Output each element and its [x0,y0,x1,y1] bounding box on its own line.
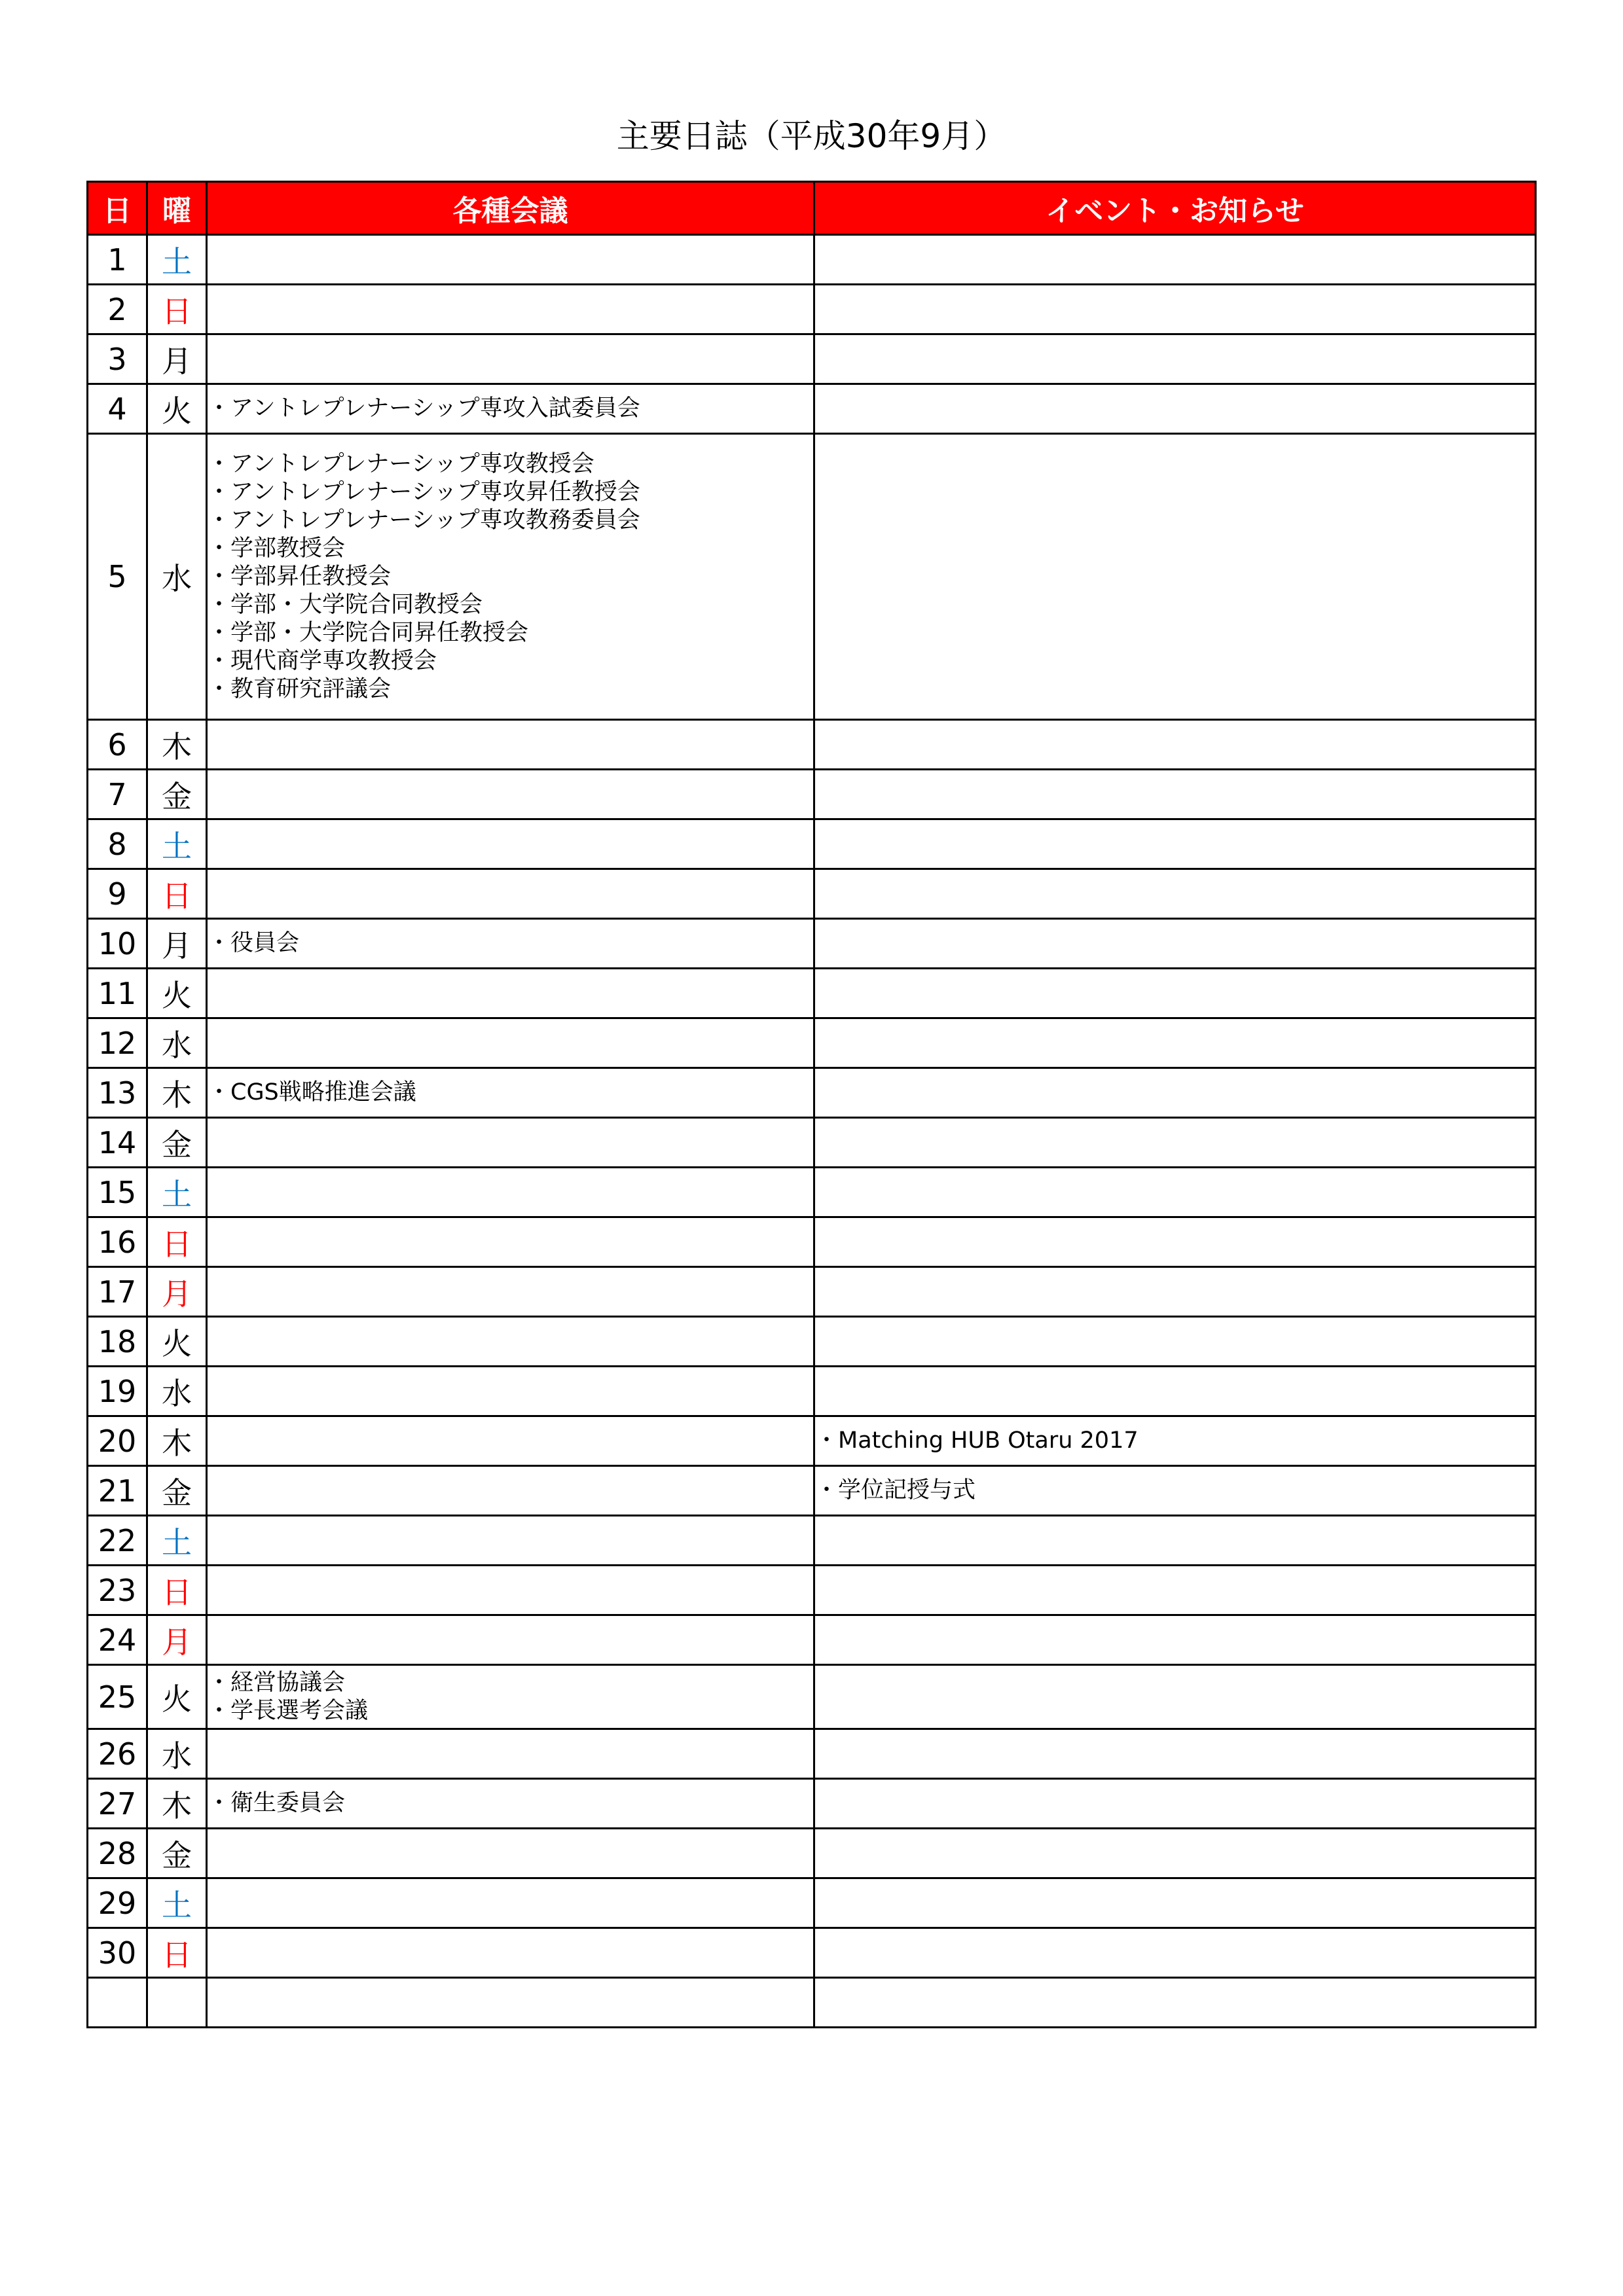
events-cell [814,720,1536,770]
day-cell: 9 [88,869,147,919]
events-cell [814,1267,1536,1317]
table-row [88,1829,1536,1878]
weekday-cell: 金 [147,1829,207,1878]
weekday-cell: 水 [147,1367,207,1416]
table-row [88,1729,1536,1779]
meetings-cell [207,384,814,434]
events-cell [814,1978,1536,2028]
day-cell: 24 [88,1615,147,1665]
day-cell: 23 [88,1566,147,1615]
day-cell: 26 [88,1729,147,1779]
meetings-cell [207,434,814,720]
day-cell: 21 [88,1466,147,1516]
weekday-cell: 水 [147,1729,207,1779]
weekday-cell: 月 [147,334,207,384]
table-row [88,1217,1536,1267]
day-cell: 8 [88,819,147,869]
events-cell [814,434,1536,720]
events-cell [814,334,1536,384]
day-cell: 30 [88,1928,147,1978]
meetings-cell [207,1068,814,1118]
weekday-cell: 火 [147,969,207,1018]
meeting-item: ・教育研究評議会 [208,675,392,702]
day-cell: 15 [88,1168,147,1217]
weekday-cell: 火 [147,1317,207,1367]
weekday-cell: 日 [147,1566,207,1615]
meetings-cell [207,770,814,819]
meeting-item: ・アントレプレナーシップ専攻教務委員会 [208,507,640,533]
day-cell: 11 [88,969,147,1018]
day-cell: 29 [88,1878,147,1928]
weekday-cell: 金 [147,770,207,819]
meetings-cell [207,1168,814,1217]
day-cell: 3 [88,334,147,384]
weekday-cell: 金 [147,1118,207,1168]
table-row [88,334,1536,384]
meetings-cell [207,1665,814,1729]
table-row [88,1566,1536,1615]
meeting-item: ・学長選考会議 [208,1697,369,1724]
weekday-cell [147,1978,207,2028]
weekday-cell: 水 [147,434,207,720]
events-cell [814,969,1536,1018]
meetings-cell [207,235,814,285]
meetings-cell [207,1978,814,2028]
day-cell: 22 [88,1516,147,1566]
meeting-item: ・アントレプレナーシップ専攻入試委員会 [208,395,640,422]
day-cell: 20 [88,1416,147,1466]
weekday-cell: 火 [147,384,207,434]
header-events: イベント・お知らせ [814,182,1536,235]
events-cell [814,285,1536,334]
weekday-cell: 木 [147,1416,207,1466]
meeting-item: ・衛生委員会 [208,1790,346,1816]
table-row [88,285,1536,334]
meetings-cell [207,1928,814,1978]
table-row [88,1615,1536,1665]
weekday-cell: 日 [147,869,207,919]
table-row [88,1267,1536,1317]
meetings-cell [207,1829,814,1878]
meetings-cell [207,869,814,919]
day-cell: 5 [88,434,147,720]
meeting-item: ・学部教授会 [208,535,346,562]
events-cell [814,1068,1536,1118]
meetings-cell [207,1779,814,1829]
events-cell [814,1516,1536,1566]
events-cell [814,1665,1536,1729]
events-cell [814,1118,1536,1168]
day-cell: 7 [88,770,147,819]
table-row [88,1466,1536,1516]
weekday-cell: 月 [147,919,207,969]
events-cell [814,1018,1536,1068]
meetings-cell [207,720,814,770]
weekday-cell: 土 [147,819,207,869]
events-cell [814,1878,1536,1928]
table-row [88,1416,1536,1466]
meetings-cell [207,1878,814,1928]
day-cell: 16 [88,1217,147,1267]
meetings-cell [207,1267,814,1317]
table-row [88,235,1536,285]
table-row [88,434,1536,720]
events-cell [814,1217,1536,1267]
table-header-row [88,182,1536,235]
meetings-cell [207,1118,814,1168]
meeting-item: ・学部・大学院合同教授会 [208,591,483,618]
weekday-cell: 土 [147,235,207,285]
day-cell: 25 [88,1665,147,1729]
weekday-cell: 火 [147,1665,207,1729]
table-row [88,1317,1536,1367]
events-cell [814,384,1536,434]
events-cell [814,869,1536,919]
weekday-cell: 水 [147,1018,207,1068]
meetings-cell [207,1367,814,1416]
meetings-cell [207,1416,814,1466]
meetings-cell [207,1729,814,1779]
weekday-cell: 土 [147,1168,207,1217]
day-cell: 19 [88,1367,147,1416]
day-cell: 10 [88,919,147,969]
events-cell [814,770,1536,819]
events-cell [814,1466,1536,1516]
meeting-item: ・学部・大学院合同昇任教授会 [208,619,529,646]
meetings-cell [207,1317,814,1367]
events-cell [814,235,1536,285]
header-day: 日 [88,182,147,235]
table-row [88,770,1536,819]
table-row [88,1118,1536,1168]
day-cell: 12 [88,1018,147,1068]
events-cell [814,1928,1536,1978]
events-cell [814,1416,1536,1466]
event-item: ・学位記授与式 [815,1477,976,1503]
meetings-cell [207,969,814,1018]
meetings-cell [207,1566,814,1615]
events-cell [814,1729,1536,1779]
header-meetings: 各種会議 [207,182,814,235]
day-cell: 6 [88,720,147,770]
weekday-cell: 月 [147,1267,207,1317]
day-cell: 17 [88,1267,147,1317]
table-row [88,1367,1536,1416]
day-cell: 27 [88,1779,147,1829]
events-cell [814,1367,1536,1416]
day-cell: 4 [88,384,147,434]
table-row [88,919,1536,969]
day-cell [88,1978,147,2028]
events-cell [814,1168,1536,1217]
meetings-cell [207,1217,814,1267]
meeting-item: ・CGS戦略推進会議 [208,1079,416,1105]
events-cell [814,1615,1536,1665]
weekday-cell: 木 [147,720,207,770]
meetings-cell [207,1018,814,1068]
events-cell [814,1317,1536,1367]
day-cell: 28 [88,1829,147,1878]
weekday-cell: 木 [147,1779,207,1829]
events-cell [814,1829,1536,1878]
day-cell: 13 [88,1068,147,1118]
meetings-cell [207,1615,814,1665]
table-row [88,1665,1536,1729]
meeting-item: ・アントレプレナーシップ専攻昇任教授会 [208,478,640,505]
weekday-cell: 土 [147,1878,207,1928]
table-row [88,384,1536,434]
table-row [88,1068,1536,1118]
meetings-cell [207,285,814,334]
table-row [88,869,1536,919]
weekday-cell: 日 [147,285,207,334]
weekday-cell: 木 [147,1068,207,1118]
meeting-item: ・アントレプレナーシップ専攻教授会 [208,450,594,477]
meeting-item: ・役員会 [208,930,300,956]
day-cell: 14 [88,1118,147,1168]
table-row [88,1168,1536,1217]
weekday-cell: 日 [147,1928,207,1978]
table-row [88,1516,1536,1566]
meetings-cell [207,334,814,384]
events-cell [814,819,1536,869]
table-row [88,1878,1536,1928]
table-row [88,1928,1536,1978]
table-row [88,1779,1536,1829]
meetings-cell [207,819,814,869]
meetings-cell [207,919,814,969]
table-row [88,819,1536,869]
meetings-cell [207,1466,814,1516]
table-row [88,969,1536,1018]
table-row [88,720,1536,770]
meeting-item: ・経営協議会 [208,1669,346,1696]
day-cell: 1 [88,235,147,285]
table-row [88,1978,1536,2028]
event-item: ・Matching HUB Otaru 2017 [815,1427,1139,1454]
events-cell [814,1566,1536,1615]
weekday-cell: 金 [147,1466,207,1516]
day-cell: 2 [88,285,147,334]
weekday-cell: 月 [147,1615,207,1665]
header-weekday: 曜 [147,182,207,235]
meeting-item: ・学部昇任教授会 [208,563,392,590]
diary-body [88,235,1536,2028]
events-cell [814,1779,1536,1829]
table-row [88,1018,1536,1068]
diary-table [86,181,1537,2028]
events-cell [814,919,1536,969]
page-title: 主要日誌（平成30年9月） [616,117,1007,155]
meetings-cell [207,1516,814,1566]
day-cell: 18 [88,1317,147,1367]
weekday-cell: 土 [147,1516,207,1566]
weekday-cell: 日 [147,1217,207,1267]
meeting-item: ・現代商学専攻教授会 [208,647,437,674]
